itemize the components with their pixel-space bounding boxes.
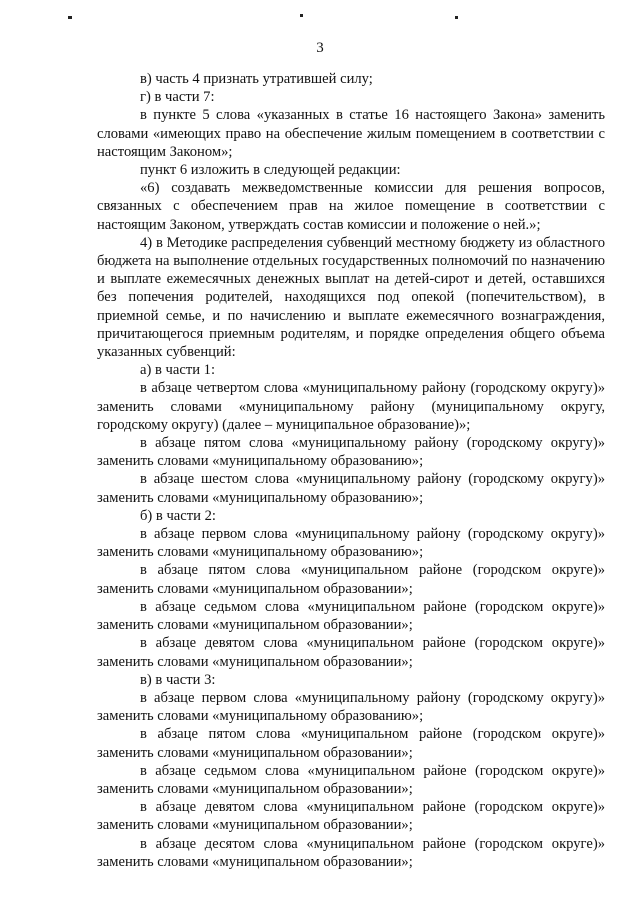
paragraph: в абзаце десятом слова «муниципальном районе (городском округе)» заменить словами «муниципальном образовании»; bbox=[97, 835, 605, 870]
paragraph: б) в части 2: bbox=[140, 507, 216, 524]
paragraph: в абзаце седьмом слова «муниципальном районе (городском округе)» заменить словами «муниципальном образовании»; bbox=[97, 598, 605, 634]
paragraph: а) в части 1: bbox=[140, 362, 216, 379]
document-body bbox=[97, 70, 605, 871]
paragraph: в) часть 4 признать утратившей силу; bbox=[140, 71, 373, 87]
paragraph: в пункте 5 слова «указанных в статье 16 настоящего Закона» заменить словами «имеющих право на обеспечение жилым помещением в соответствии с настоящим Законом»; bbox=[97, 107, 605, 160]
paragraph: в) в части 3: bbox=[140, 671, 216, 688]
paragraph: в абзаце седьмом слова «муниципальном районе (городском округе)» заменить словами «муниципальном образовании»; bbox=[97, 762, 605, 797]
paragraph: в абзаце девятом слова «муниципальном районе (городском округе)» заменить словами «муниципальном образовании»; bbox=[97, 635, 605, 670]
paragraph: 4) в Методике распределения субвенций местному бюджету из областного бюджета на выполнение отдельных государственных полномочий по назначению и выплате ежемесячных денежных выплат на детей-сирот и детей, оставшихся без попечения родителей, находящихся под опекой (попечительством), в приемной семье, и по начислению и выплате ежемесячного вознаграждения, причитающегося приемным родителям, и порядке определения общего объема указанных субвенций: bbox=[97, 234, 605, 361]
paragraph: в абзаце первом слова «муниципальному району (городскому округу)» заменить словами «муниципальному образованию»; bbox=[97, 526, 605, 561]
paragraph: г) в части 7: bbox=[140, 89, 215, 106]
paragraph: в абзаце пятом слова «муниципальному району (городскому округу)» заменить словами «муниципальному образованию»; bbox=[97, 435, 605, 470]
paragraph: в абзаце четвертом слова «муниципальному району (городскому округу)» заменить словами «муниципальному району (муниципальному округу, городскому округу) (далее – муниципальное образование)»; bbox=[97, 380, 605, 433]
paragraph: в абзаце пятом слова «муниципальном районе (городском округе)» заменить словами «муниципальном образовании»; bbox=[97, 562, 605, 597]
paragraph: в абзаце первом слова «муниципальному району (городскому округу)» заменить словами «муниципальному образованию»; bbox=[97, 689, 605, 725]
paragraph: «6) создавать межведомственные комиссии для решения вопросов, связанных с обеспечением прав на жилое помещение в соответствии с настоящим Законом, утверждать состав комиссии и положение о ней.»; bbox=[97, 180, 605, 233]
paragraph: пункт 6 изложить в следующей редакции: bbox=[140, 162, 401, 179]
paragraph: в абзаце шестом слова «муниципальному району (городскому округу)» заменить словами «муниципальному образованию»; bbox=[97, 471, 605, 506]
page-number: 3 bbox=[316, 40, 324, 56]
scan-mark-center bbox=[300, 14, 303, 17]
scan-mark-right bbox=[455, 16, 458, 19]
paragraph: в абзаце пятом слова «муниципальном районе (городском округе)» заменить словами «муниципальном образовании»; bbox=[97, 726, 605, 761]
scan-mark-left bbox=[68, 16, 72, 19]
paragraph: в абзаце девятом слова «муниципальном районе (городском округе)» заменить словами «муниципальном образовании»; bbox=[97, 799, 605, 834]
